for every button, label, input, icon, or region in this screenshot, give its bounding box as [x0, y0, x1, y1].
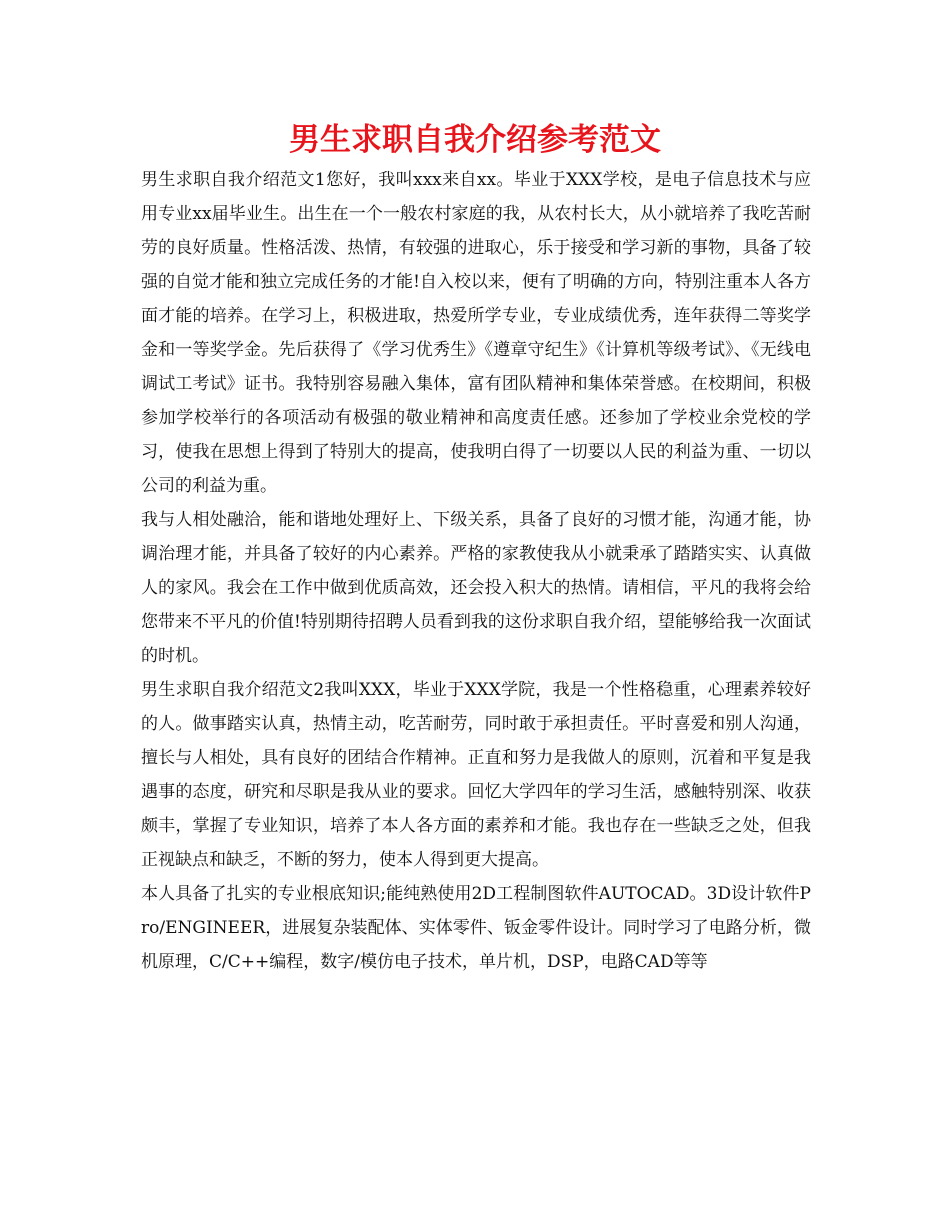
document-body — [141, 163, 811, 979]
document-title: 男生求职自我介绍参考范文 — [289, 122, 661, 158]
paragraph-intro-1: 男生求职自我介绍范文1您好，我叫xxx来自xx。毕业于XXX学校，是电子信息技术与应用专业xx届毕业生。出生在一个一般农村家庭的我，从农村长大，从小就培养了我吃苦耐劳的良好质量。性格活泼、热情，有较强的进取心，乐于接受和学习新的事物，具备了较强的自觉才能和独立完成任务的才能!自入校以来，便有了明确的方向，特别注重本人各方面才能的培养。在学习上，积极进取，热爱所学专业，专业成绩优秀，连年获得二等奖学金和一等奖学金。先后获得了《学习优秀生》《遵章守纪生》《计算机等级考试》、《无线电调试工考试》证书。我特别容易融入集体，富有团队精神和集体荣誉感。在校期间，积极参加学校举行的各项活动有极强的敬业精神和高度责任感。还参加了学校业余党校的学习，使我在思想上得到了特别大的提高，使我明白得了一切要以人民的利益为重、一切以公司的利益为重。 — [141, 170, 811, 496]
paragraph-skills: 本人具备了扎实的专业根底知识;能纯熟使用2D工程制图软件AUTOCAD。3D设计软件Pro/ENGINEER，进展复杂装配体、实体零件、钣金零件设计。同时学习了电路分析，微机原理，C/C++编程，数字/模仿电子技术，单片机，DSP，电路CAD等等 — [141, 884, 811, 972]
paragraph-personality: 我与人相处融洽，能和谐地处理好上、下级关系，具备了良好的习惯才能，沟通才能，协调治理才能，并具备了较好的内心素养。严格的家教使我从小就秉承了踏踏实实、认真做人的家风。我会在工作中做到优质高效，还会投入积大的热情。请相信，平凡的我将会给您带来不平凡的价值!特别期待招聘人员看到我的这份求职自我介绍，望能够给我一次面试的时机。 — [141, 510, 811, 666]
paragraph-intro-2: 男生求职自我介绍范文2我叫XXX，毕业于XXX学院，我是一个性格稳重，心理素养较好的人。做事踏实认真，热情主动，吃苦耐劳，同时敢于承担责任。平时喜爱和别人沟通，擅长与人相处，具有良好的团结合作精神。正直和努力是我做人的原则，沉着和平复是我遇事的态度，研究和尽职是我从业的要求。回忆大学四年的学习生活，感触特别深、收获颇丰，掌握了专业知识，培养了本人各方面的素养和才能。我也存在一些缺乏之处，但我正视缺点和缺乏，不断的努力，使本人得到更大提高。 — [141, 680, 811, 870]
